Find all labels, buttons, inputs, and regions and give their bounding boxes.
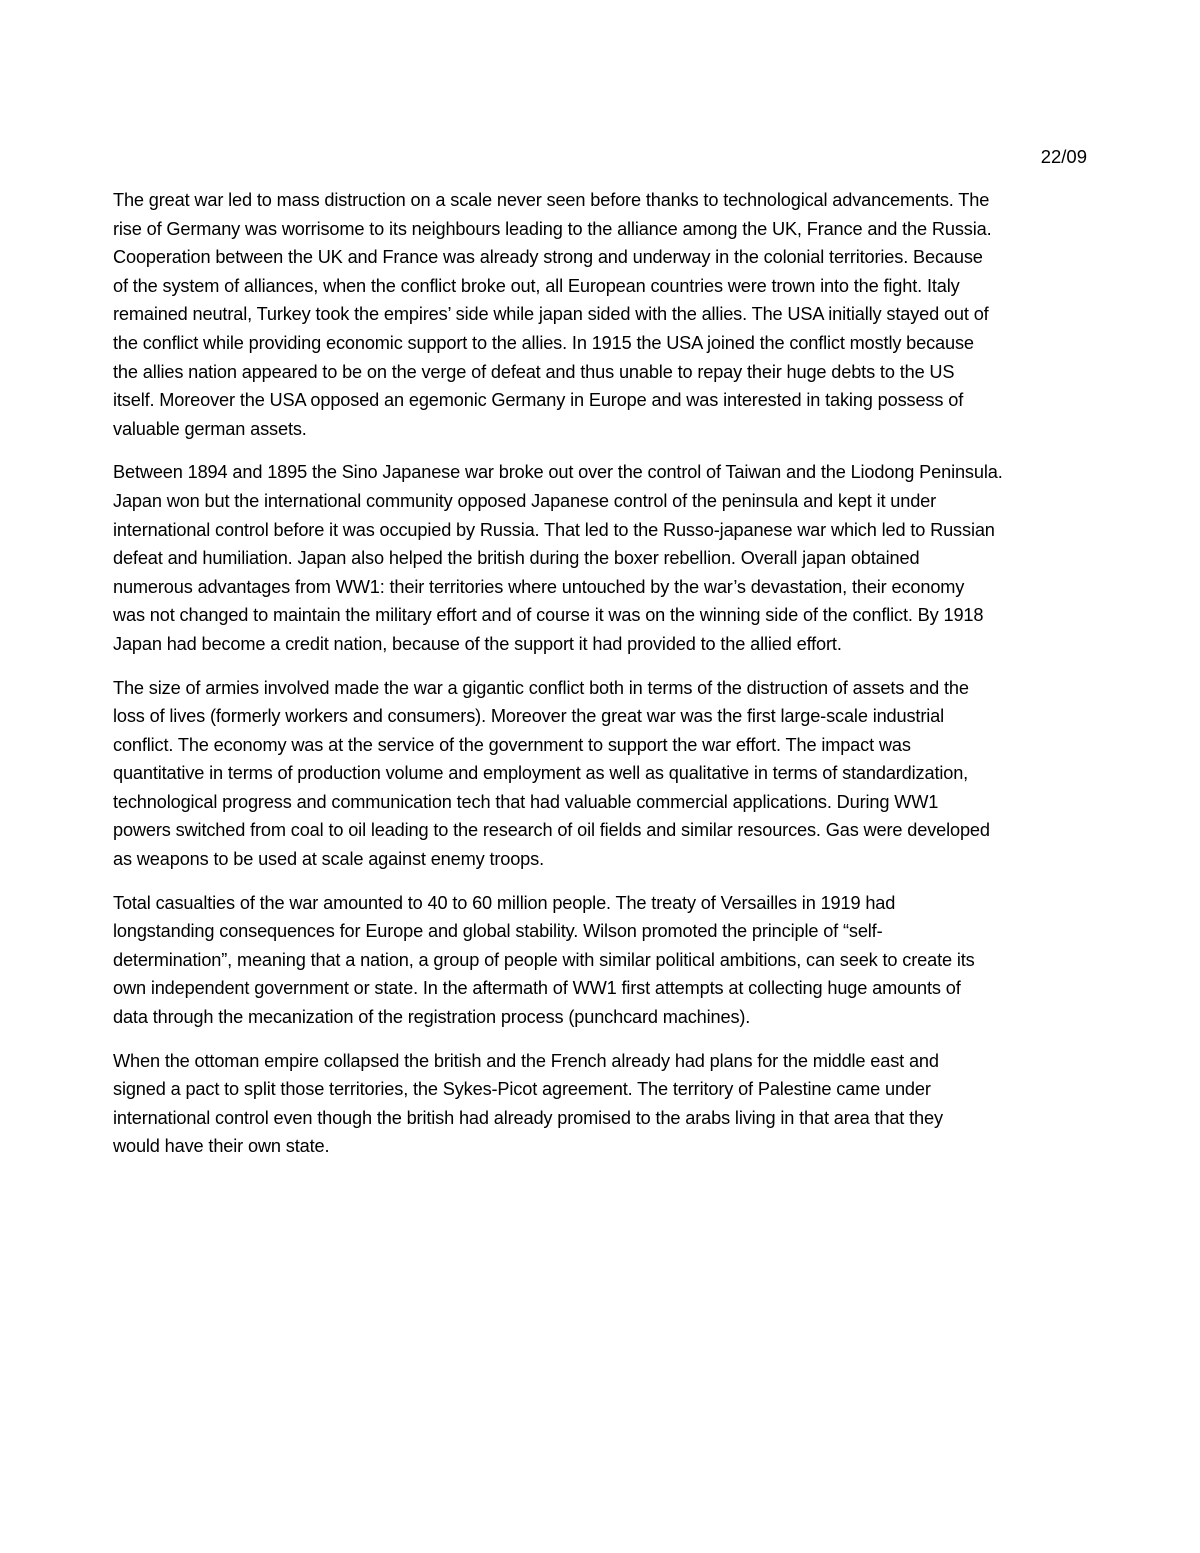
paragraph-line: as weapons to be used at scale against enemy troops. <box>113 849 544 870</box>
paragraph-line: numerous advantages from WW1: their territories where untouched by the war’s devastation, their economy <box>113 576 965 597</box>
paragraph-5 <box>113 1047 1093 1161</box>
paragraph-line: international control before it was occupied by Russia. That led to the Russo-japanese war which led to Russian <box>113 519 995 540</box>
paragraph-line: of the system of alliances, when the conflict broke out, all European countries were trown into the fight. Italy <box>113 275 960 296</box>
paragraph-line: itself. Moreover the USA opposed an egemonic Germany in Europe and was interested in taking possess of <box>113 390 964 411</box>
date-label: 22/09 <box>1040 146 1087 167</box>
paragraph-line: Total casualties of the war amounted to 40 to 60 million people. The treaty of Versailles in 1919 had <box>113 892 896 913</box>
paragraph-1 <box>113 186 1093 443</box>
paragraph-line: valuable german assets. <box>113 418 307 439</box>
paragraph-line: the allies nation appeared to be on the verge of defeat and thus unable to repay their huge debts to the US <box>113 361 955 382</box>
paragraph-line: quantitative in terms of production volume and employment as well as qualitative in terms of standardization, <box>113 763 969 784</box>
paragraph-line: Japan won but the international community opposed Japanese control of the peninsula and kept it under <box>113 490 937 511</box>
paragraph-line: determination”, meaning that a nation, a group of people with similar political ambitions, can seek to create its <box>113 949 975 970</box>
paragraph-3 <box>113 674 1093 874</box>
paragraph-line: The size of armies involved made the war a gigantic conflict both in terms of the distruction of assets and the <box>113 677 969 698</box>
paragraph-line: international control even though the british had already promised to the arabs living in that area that they <box>113 1107 943 1128</box>
paragraph-line: Japan had become a credit nation, because of the support it had provided to the allied effort. <box>113 633 842 654</box>
paragraph-line: The great war led to mass distruction on a scale never seen before thanks to technological advancements. The <box>113 190 990 210</box>
paragraph-line: signed a pact to split those territories, the Sykes-Picot agreement. The territory of Palestine came under <box>113 1079 931 1100</box>
paragraph-line: conflict. The economy was at the service of the government to support the war effort. The impact was <box>113 734 911 755</box>
paragraph-line: Between 1894 and 1895 the Sino Japanese war broke out over the control of Taiwan and the Liodong Peninsula. <box>113 462 1003 483</box>
paragraph-line: the conflict while providing economic support to the allies. In 1915 the USA joined the conflict mostly because <box>113 332 974 353</box>
paragraph-line: data through the mecanization of the registration process (punchcard machines). <box>113 1007 751 1028</box>
paragraph-line: defeat and humiliation. Japan also helped the british during the boxer rebellion. Overall japan obtained <box>113 548 920 569</box>
paragraph-line: rise of Germany was worrisome to its neighbours leading to the alliance among the UK, France and the Russia. <box>113 218 992 239</box>
paragraph-line: When the ottoman empire collapsed the british and the French already had plans for the middle east and <box>113 1050 939 1071</box>
paragraph-line: loss of lives (formerly workers and consumers). Moreover the great war was the first large-scale industrial <box>113 706 944 727</box>
document-body <box>113 186 1093 1176</box>
paragraph-line: longstanding consequences for Europe and global stability. Wilson promoted the principle of “self- <box>113 921 883 942</box>
paragraph-line: technological progress and communication tech that had valuable commercial applications. During WW1 <box>113 791 939 812</box>
paragraph-2 <box>113 458 1093 658</box>
paragraph-line: Cooperation between the UK and France was already strong and underway in the colonial territories. Because <box>113 247 983 268</box>
paragraph-line: own independent government or state. In the aftermath of WW1 first attempts at collecting huge amounts of <box>113 978 961 999</box>
paragraph-line: was not changed to maintain the military effort and of course it was on the winning side of the conflict. By 1918 <box>113 605 984 626</box>
paragraph-line: remained neutral, Turkey took the empires’ side while japan sided with the allies. The USA initially stayed out of <box>113 304 989 325</box>
paragraph-line: powers switched from coal to oil leading to the research of oil fields and similar resources. Gas were developed <box>113 820 990 841</box>
paragraph-4 <box>113 889 1093 1032</box>
paragraph-line: would have their own state. <box>113 1136 330 1157</box>
